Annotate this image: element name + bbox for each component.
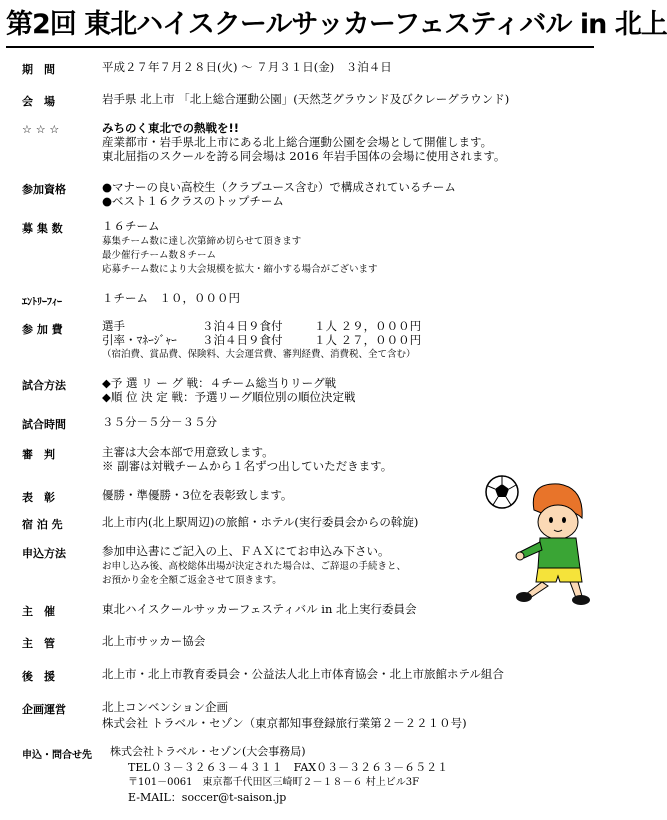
entry-fee-value: １チーム １０，０００円 (102, 291, 240, 305)
contact-email[interactable]: E-MAIL：soccer@t-saison.jp (128, 791, 287, 804)
participation-fee-note: （宿泊費、賞品費、保険料、大会運営費、審判経費、消費税、全て含む） (102, 349, 416, 360)
contact-label: 申込・問合せ先 (22, 750, 92, 761)
recruit-note-1: 最少催行チーム数８チーム (102, 250, 217, 261)
soccer-player-icon (484, 470, 594, 610)
application-main: 参加申込書にご記入の上、ＦＡＸにてお申込み下さい。 (102, 544, 390, 558)
qualification-label: 参加資格 (22, 183, 66, 196)
recruit-label: 募 集 数 (22, 222, 63, 235)
contact-address: 〒101－0061 東京都千代田区三崎町２－１８－６ 村上ビル3F (128, 777, 420, 788)
award-label: 表 彰 (22, 491, 55, 504)
referee-line-0: 主審は大会本部で用意致します。 (102, 445, 274, 459)
referee-line-1: ※ 副審は対戦チームから１名ずつ出していただきます。 (102, 459, 393, 473)
stars-headline: みちのく東北での熱戦を!! (102, 121, 239, 135)
application-note-1: お預かり金を全額ご返金させて頂きます。 (102, 575, 282, 586)
venue-value: 岩手県 北上市 「北上総合運動公園」(天然芝グラウンド及びクレーグラウンド) (102, 92, 510, 106)
page-title: 第2回 東北ハイスクールサッカーフェスティバル in 北上 (6, 6, 594, 48)
format-line-0: ◆予 選 リ ー グ 戦：４チーム総当りリーグ戦 (102, 376, 337, 390)
lodging-value: 北上市内(北上駅周辺)の旅館・ホテル(実行委員会からの斡旋) (102, 515, 419, 529)
organizer-value: 東北ハイスクールサッカーフェスティバル in 北上実行委員会 (102, 602, 417, 616)
stars-line-2: 東北屈指のスクールを誇る同会場は 2016 年岩手国体の会場に使用されます。 (102, 149, 506, 163)
referee-label: 審 判 (22, 448, 55, 461)
fee-plan: ３泊４日９食付 (202, 333, 283, 347)
venue-label: 会 場 (22, 95, 55, 108)
period-value: 平成２７年７月２８日(火) ～ ７月３１日(金) ３泊４日 (102, 60, 392, 74)
contact-company: 株式会社トラベル・セゾン(大会事務局) (110, 745, 306, 758)
fee-price: １人 ２７，０００円 (314, 333, 422, 347)
fee-price: １人 ２９，０００円 (314, 319, 422, 333)
match-time-value: ３５分－５分－３５分 (102, 415, 217, 429)
contact-tel-fax: TEL０３－３２６３－４３１１ FAX０３－３２６３－６５２１ (128, 761, 449, 774)
format-line-1: ◆順 位 決 定 戦：予選リーグ順位別の順位決定戦 (102, 390, 356, 404)
stars-label: ☆ ☆ ☆ (22, 123, 60, 136)
support-label: 後 援 (22, 670, 55, 683)
support-value: 北上市・北上市教育委員会・公益法人北上市体育協会・北上市旅館ホテル組合 (102, 667, 504, 681)
recruit-main: １６チーム (102, 219, 160, 233)
participation-fee-label: 参 加 費 (22, 323, 63, 336)
qualification-line-0: ●マナーの良い高校生（クラブユース含む）で構成されているチーム (102, 180, 456, 194)
fee-row-staff (102, 333, 421, 347)
fee-who: 選手 (102, 319, 125, 333)
planning-label: 企画運営 (22, 703, 66, 716)
planning-line-0: 北上コンベンション企画 (102, 700, 228, 714)
recruit-note-0: 募集チーム数に達し次第締め切らせて頂きます (102, 236, 302, 247)
application-label: 申込方法 (22, 547, 66, 560)
lodging-label: 宿 泊 先 (22, 518, 63, 531)
entry-fee-label: ｴﾝﾄﾘｰﾌｨｰ (22, 297, 62, 308)
planning-line-1: 株式会社 トラベル・セゾン（東京都知事登録旅行業第２－２２１０号) (102, 716, 467, 730)
award-value: 優勝・準優勝・3位を表彰致します。 (102, 488, 293, 502)
fee-row-player (102, 319, 421, 333)
organizer-label: 主 催 (22, 605, 55, 618)
period-label: 期 間 (22, 63, 55, 76)
manager-label: 主 管 (22, 637, 55, 650)
format-label: 試合方法 (22, 379, 66, 392)
fee-plan: ３泊４日９食付 (202, 319, 283, 333)
application-note-0: お申し込み後、高校総体出場が決定された場合は、ご辞退の手続きと、 (102, 561, 407, 572)
match-time-label: 試合時間 (22, 418, 66, 431)
recruit-note-2: 応募チーム数により大会規模を拡大・縮小する場合がございます (102, 264, 378, 275)
manager-value: 北上市サッカー協会 (102, 634, 206, 648)
stars-line-1: 産業都市・岩手県北上市にある北上総合運動公園を会場として開催します。 (102, 135, 493, 149)
qualification-line-1: ●ベスト１６クラスのトップチーム (102, 194, 284, 208)
fee-who: 引率・ﾏﾈｰｼﾞｬｰ (102, 333, 177, 347)
